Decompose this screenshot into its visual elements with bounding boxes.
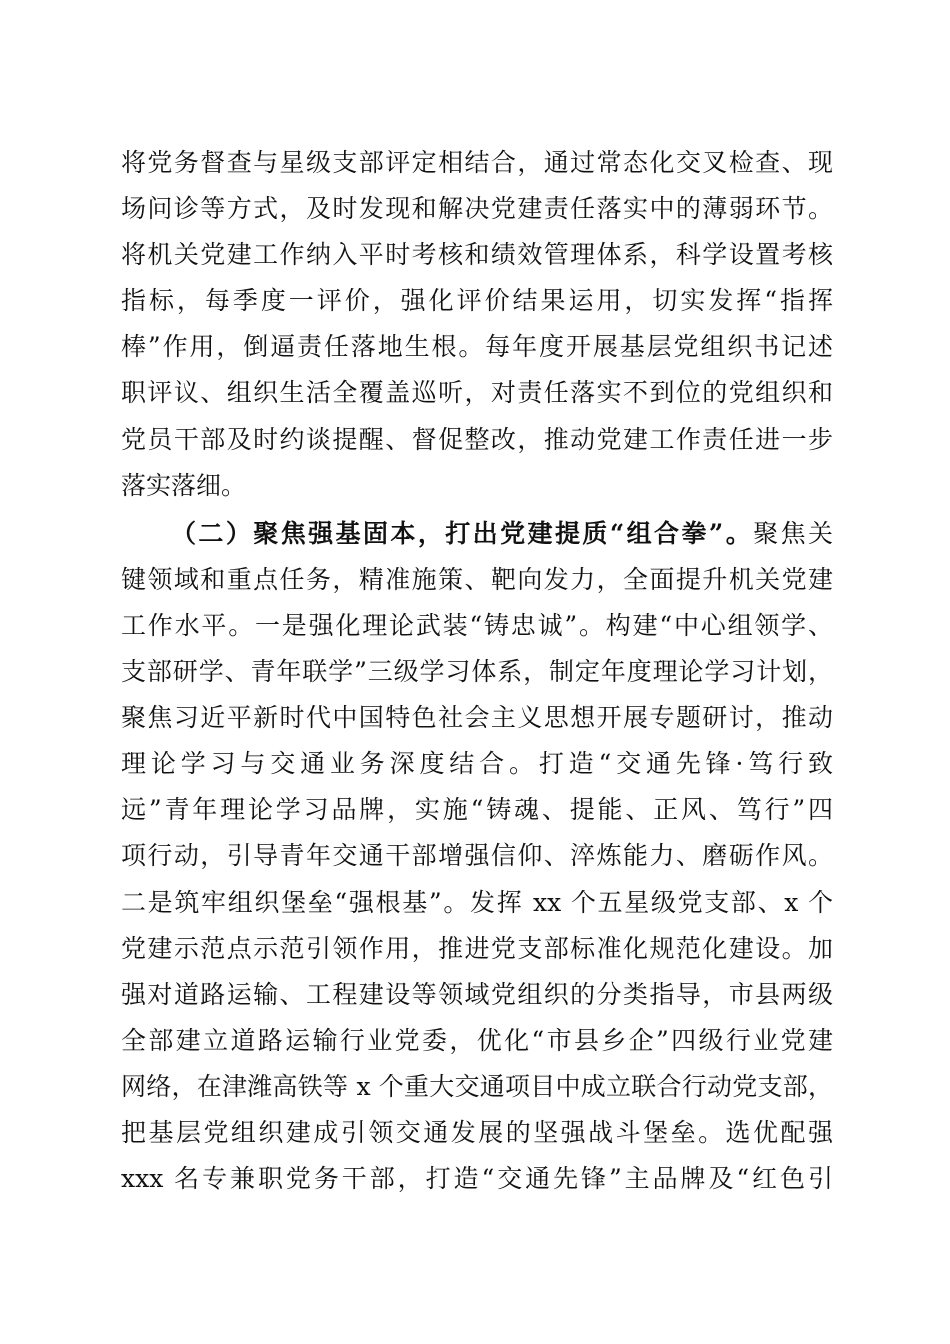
paragraph-line: 工作水平。一是强化理论武装“铸忠诚”。构建“中心组领学、 [121,610,833,640]
paragraph-line: 聚焦习近平新时代中国特色社会主义思想开展专题研讨，推动 [121,703,833,733]
paragraph-line: 键领域和重点任务，精准施策、靶向发力，全面提升机关党建 [121,564,833,594]
paragraph-line: 棒”作用，倒逼责任落地生根。每年度开展基层党组织书记述 [121,332,833,362]
paragraph-line: 强对道路运输、工程建设等领域党组织的分类指导，市县两级 [121,979,833,1009]
paragraph-line: 将党务督查与星级支部评定相结合，通过常态化交叉检查、现 [121,148,833,177]
paragraph-line: 把基层党组织建成引领交通发展的坚强战斗堡垒。选优配强 [121,1117,833,1147]
paragraph-line: 指标，每季度一评价，强化评价结果运用，切实发挥“指挥 [121,286,833,316]
paragraph-line: 党建示范点示范引领作用，推进党支部标准化规范化建设。加 [121,933,833,963]
paragraph-line: 理论学习与交通业务深度结合。打造“交通先锋·笃行致 [121,749,833,779]
paragraph-line: 支部研学、青年联学”三级学习体系，制定年度理论学习计划， [121,657,833,687]
paragraph-line: 项行动，引导青年交通干部增强信仰、淬炼能力、磨砺作风。 [121,841,833,871]
paragraph-line: 职评议、组织生活全覆盖巡听，对责任落实不到位的党组织和 [121,378,833,408]
paragraph-line: 全部建立道路运输行业党委，优化“市县乡企”四级行业党建 [121,1025,833,1055]
paragraph-line: 场问诊等方式，及时发现和解决党建责任落实中的薄弱环节。 [121,194,833,224]
paragraph-line-rest: 聚焦关 [753,518,833,548]
paragraph-line: 党员干部及时约谈提醒、督促整改，推动党建工作责任进一步 [121,424,833,454]
paragraph-line: 网络，在津潍高铁等 x 个重大交通项目中成立联合行动党支部， [121,1071,833,1101]
paragraph-line: xxx 名专兼职党务干部，打造“交通先锋”主品牌及“红色引 [121,1164,833,1194]
paragraph-line: 将机关党建工作纳入平时考核和绩效管理体系，科学设置考核 [121,240,833,270]
document-body [121,140,833,1202]
paragraph-2 [121,511,833,1202]
paragraph-1 [121,140,833,509]
paragraph-line: 远”青年理论学习品牌，实施“铸魂、提能、正风、笃行”四 [121,795,833,825]
paragraph-line: 落实落细。 [121,470,247,500]
section-heading: （二）聚焦强基固本，打出党建提质“组合拳”。 [171,518,754,548]
paragraph-first-line [121,511,833,557]
paragraph-line: 二是筑牢组织堡垒“强根基”。发挥 xx 个五星级党支部、x 个 [121,887,833,917]
